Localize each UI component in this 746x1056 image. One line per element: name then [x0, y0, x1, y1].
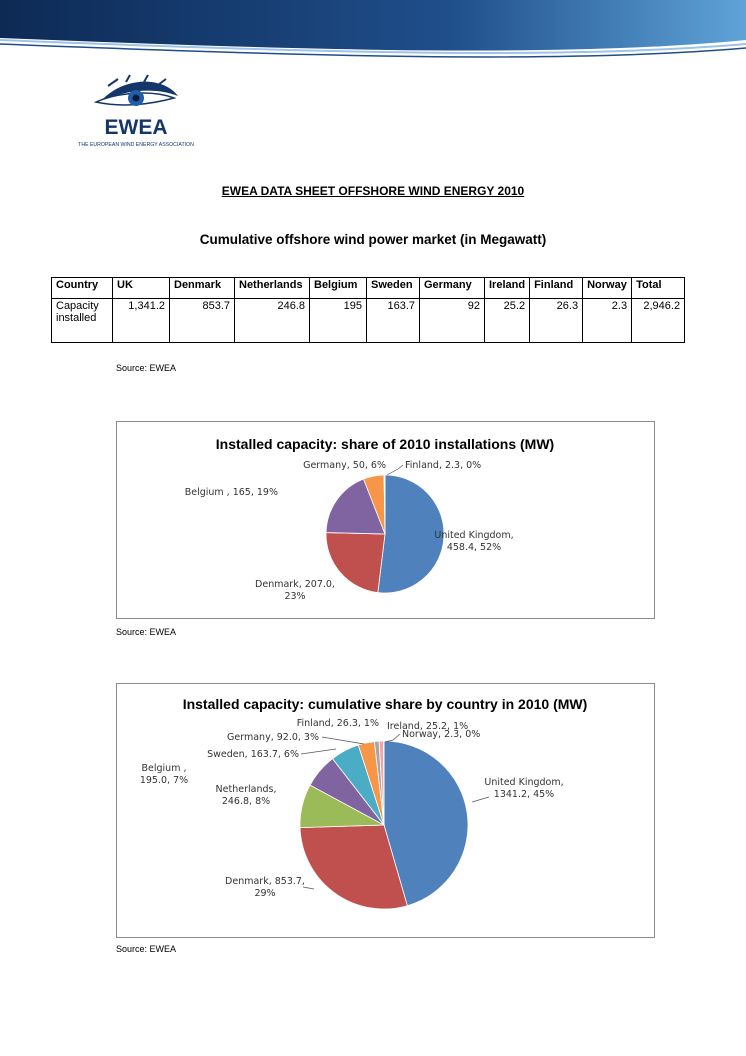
- table-header-cell: UK: [113, 278, 170, 299]
- data-label-united-kingdom: United Kingdom, 1341.2, 45%: [484, 777, 564, 800]
- table-header-cell: Ireland: [485, 278, 530, 299]
- table-cell: 853.7: [170, 299, 235, 343]
- data-label-germany: Germany, 92.0, 3%: [227, 732, 319, 743]
- logo-subtitle: THE EUROPEAN WIND ENERGY ASSOCIATION: [78, 142, 194, 148]
- chart-frame-cumulative: [116, 683, 655, 938]
- table-header-cell: Total: [632, 278, 685, 299]
- data-label-belgium: Belgium , 195.0, 7%: [139, 763, 189, 786]
- data-label-norway: Norway, 2.3, 0%: [402, 729, 481, 740]
- data-label-netherlands: Netherlands, 246.8, 8%: [215, 784, 277, 807]
- table-header-cell: Country: [52, 278, 113, 299]
- data-label-united-kingdom: United Kingdom, 458.4, 52%: [434, 530, 514, 553]
- table-header-cell: Finland: [530, 278, 583, 299]
- data-label-finland: Finland, 26.3, 1%: [296, 718, 379, 729]
- pie-chart-2010-installations: [117, 422, 654, 618]
- data-label-finland: Finland, 2.3, 0%: [405, 460, 482, 471]
- chart-frame-2010-installations: [116, 421, 655, 619]
- chart-title: Installed capacity: cumulative share by country in 2010 (MW): [182, 696, 588, 712]
- pie-chart-cumulative: [117, 684, 654, 937]
- header-banner: [0, 0, 746, 80]
- table-title: Cumulative offshore wind power market (in Megawatt): [199, 232, 547, 247]
- table-header-row: [52, 278, 685, 299]
- data-label-denmark: Denmark, 207.0, 23%: [255, 579, 335, 602]
- table-header-cell: Netherlands: [235, 278, 310, 299]
- table-row: [52, 299, 685, 343]
- capacity-table: [51, 277, 685, 343]
- table-row-label: Capacity installed: [52, 299, 113, 343]
- data-label-germany: Germany, 50, 6%: [303, 460, 386, 471]
- leader-line-germany: [322, 737, 364, 744]
- table-header-cell: Sweden: [367, 278, 420, 299]
- data-label-ireland: Ireland, 25.2, 1%: [387, 721, 469, 732]
- table-cell: 92: [420, 299, 485, 343]
- chart-title: Installed capacity: share of 2010 installations (MW): [215, 436, 555, 452]
- table-cell: 2.3: [583, 299, 632, 343]
- leader-line-sweden: [301, 749, 336, 754]
- source-note-chart1: Source: EWEA: [116, 627, 177, 637]
- table-cell: 2,946.2: [632, 299, 685, 343]
- table-cell: 246.8: [235, 299, 310, 343]
- table-header-cell: Belgium: [310, 278, 367, 299]
- eye-logo-icon: [78, 74, 208, 154]
- table-header-cell: Norway: [583, 278, 632, 299]
- source-note-chart2: Source: EWEA: [116, 944, 177, 954]
- leader-line-denmark: [303, 887, 314, 889]
- table-header-cell: Germany: [420, 278, 485, 299]
- leader-line-united-kingdom: [472, 797, 489, 802]
- table-cell: 25.2: [485, 299, 530, 343]
- logo-text: EWEA: [104, 116, 168, 139]
- ewea-logo: [78, 74, 208, 154]
- document-title: EWEA DATA SHEET OFFSHORE WIND ENERGY 2010: [221, 184, 525, 198]
- table-cell: 26.3: [530, 299, 583, 343]
- source-note-table: Source: EWEA: [116, 363, 177, 373]
- leader-line-finland: [387, 465, 403, 475]
- table-cell: 1,341.2: [113, 299, 170, 343]
- data-label-belgium: Belgium , 165, 19%: [184, 487, 278, 498]
- table-cell: 195: [310, 299, 367, 343]
- table-cell: 163.7: [367, 299, 420, 343]
- table-header-cell: Denmark: [170, 278, 235, 299]
- data-label-denmark: Denmark, 853.7, 29%: [225, 876, 305, 899]
- data-label-sweden: Sweden, 163.7, 6%: [207, 749, 299, 760]
